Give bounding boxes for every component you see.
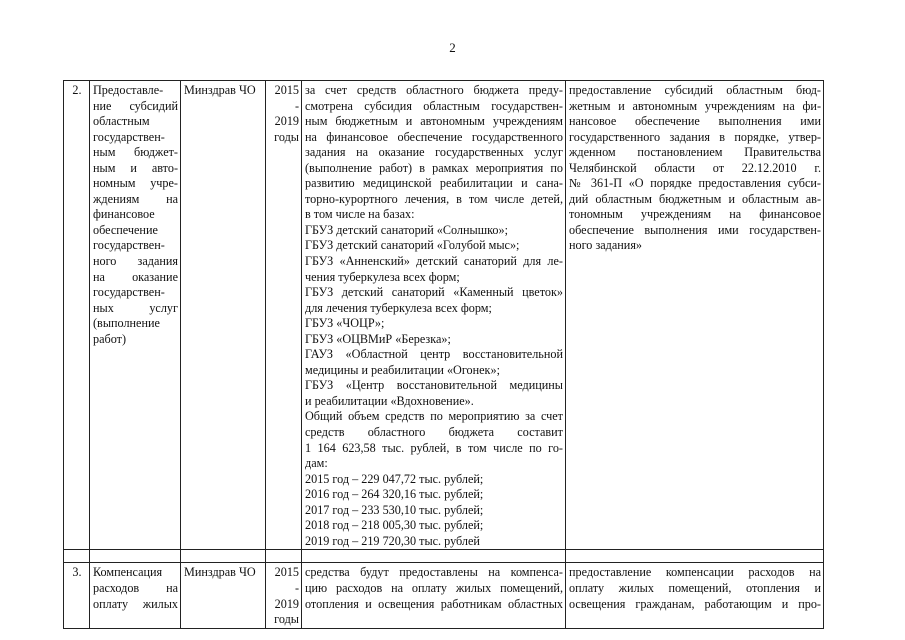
- text-line: обеспечение: [93, 222, 158, 237]
- measure-description-cell: [302, 563, 566, 628]
- text-line: Челябинской области от 22.12.2010 г.: [569, 160, 821, 175]
- text-line: ного задания: [93, 254, 178, 269]
- text-line: ным и авто-: [93, 160, 178, 175]
- row-number-cell: 2.: [64, 81, 90, 550]
- text-line: (выполнение работ) в рамках мероприятия по: [305, 160, 563, 175]
- text-line: годы: [274, 129, 299, 144]
- text-line: цию расходов на оплату жилых помещений,: [305, 580, 563, 595]
- measure-name-cell: [90, 81, 181, 550]
- text-line: средств областного бюджета составит: [305, 425, 563, 440]
- text-line: 2019: [274, 596, 299, 611]
- text-line: ных услуг: [93, 300, 178, 315]
- text-line: ГБУЗ «ОЦВМиР «Березка»;: [305, 331, 451, 346]
- text-line: 2019 год – 219 720,30 тыс. рублей: [305, 533, 480, 548]
- text-line: (выполнение: [93, 316, 160, 331]
- page-number: 2: [449, 40, 456, 55]
- text-line: и реабилитации «Вдохновение».: [305, 393, 474, 408]
- text-line: развитию медицинской реабилитации и сана-: [305, 176, 563, 191]
- text-line: ГБУЗ детский санаторий «Каменный цветок»: [305, 285, 563, 300]
- text-line: 2017 год – 233 530,10 тыс. рублей;: [305, 502, 484, 517]
- text-line: финансовое: [93, 207, 155, 222]
- legal-basis-cell: [566, 81, 824, 550]
- text-line: оплату жилых помещений, отопления и: [569, 580, 821, 595]
- text-line: государствен-: [93, 285, 165, 300]
- text-line: медицины и реабилитации «Огонек»;: [305, 362, 500, 377]
- row-number-cell: 3.: [64, 563, 90, 628]
- text-line: ГБУЗ детский санаторий «Голубой мыс»;: [305, 238, 520, 253]
- responsible-org-cell: Минздрав ЧО: [181, 563, 266, 628]
- text-line: областным: [93, 114, 150, 129]
- text-line: Предоставле-: [93, 83, 164, 97]
- responsible-org-cell: Минздрав ЧО: [181, 81, 266, 550]
- text-line: оплату жилых: [93, 596, 178, 611]
- text-line: 1 164 623,58 тыс. рублей, в том числе по го-: [305, 440, 563, 455]
- legal-basis-cell: [566, 563, 824, 628]
- text-line: ние субсидий: [93, 98, 178, 113]
- measure-description-cell: [302, 81, 566, 550]
- text-line: смотрена субсидия областным государствен-: [305, 98, 563, 113]
- text-line: ждениям на: [93, 191, 178, 206]
- row-gap: [64, 550, 824, 563]
- table-row: [64, 81, 824, 550]
- text-line: ГБУЗ «Центр восстановительной медицины: [305, 378, 563, 393]
- period-cell: [266, 81, 302, 550]
- text-line: ным бюджетным и автономным учреждениям: [305, 114, 563, 129]
- text-line: государствен-: [93, 238, 165, 253]
- text-line: нансовое обеспечение выполнения ими: [569, 114, 821, 129]
- text-line: № 361-П «О порядке предоставления субси-: [569, 176, 821, 191]
- text-line: 2016 год – 264 320,16 тыс. рублей;: [305, 487, 484, 502]
- text-line: ГБУЗ «Анненский» детский санаторий для ле-: [305, 254, 563, 269]
- measure-name-cell: [90, 563, 181, 628]
- text-line: ного задания»: [569, 238, 643, 253]
- text-line: ГАУЗ «Областной центр восстановительной: [305, 347, 563, 362]
- text-line: жетным и автономным учреждениям на фи-: [569, 98, 821, 113]
- text-line: отопления и освещения работникам областных: [305, 596, 563, 611]
- text-line: 2018 год – 218 005,30 тыс. рублей;: [305, 518, 484, 533]
- text-line: Компенсация: [93, 565, 163, 580]
- text-line: 2015 год – 229 047,72 тыс. рублей;: [305, 471, 484, 486]
- text-line: задания на оказание государственных услуг: [305, 145, 563, 160]
- text-line: Общий объем средств по мероприятию за счет: [305, 409, 563, 424]
- text-line: жденном постановлением Правительства: [569, 145, 821, 160]
- text-line: освещения гражданам, работающим и про-: [569, 596, 821, 611]
- text-line: предоставление субсидий областным бюд-: [569, 83, 821, 97]
- table-row: [64, 563, 824, 628]
- text-line: обеспечение выполнения ими государствен-: [569, 222, 821, 237]
- text-line: предоставление компенсации расходов на: [569, 565, 821, 580]
- text-line: государственного задания в порядке, утвер-: [569, 129, 821, 144]
- period-cell: [266, 563, 302, 628]
- text-line: ным бюджет-: [93, 145, 178, 160]
- text-line: за счет средств областного бюджета преду-: [305, 83, 563, 97]
- text-line: ГБУЗ «ЧОЦР»;: [305, 316, 385, 331]
- text-line: 2015 -: [274, 565, 299, 595]
- text-line: торно-курортного лечения, в том числе детей,: [305, 191, 563, 206]
- text-line: годы: [274, 612, 299, 627]
- text-line: государствен-: [93, 129, 165, 144]
- measures-table: [63, 80, 824, 629]
- text-line: в том числе на базах:: [305, 207, 415, 222]
- text-line: 2019: [274, 114, 299, 129]
- text-line: тономным учреждениям на финансовое: [569, 207, 821, 222]
- text-line: средства будут предоставлены на компенса-: [305, 565, 563, 580]
- text-line: ГБУЗ детский санаторий «Солнышко»;: [305, 222, 508, 237]
- text-line: чения туберкулеза всех форм;: [305, 269, 460, 284]
- text-line: на финансовое обеспечение государственного: [305, 129, 563, 144]
- text-line: расходов на: [93, 580, 178, 595]
- text-line: номным учре-: [93, 176, 178, 191]
- text-line: дам:: [305, 456, 328, 471]
- text-line: работ): [93, 331, 127, 346]
- text-line: для лечения туберкулеза всех форм;: [305, 300, 492, 315]
- text-line: 2015 -: [274, 83, 299, 113]
- text-line: на оказание: [93, 269, 178, 284]
- text-line: дий областным бюджетным и областным ав-: [569, 191, 821, 206]
